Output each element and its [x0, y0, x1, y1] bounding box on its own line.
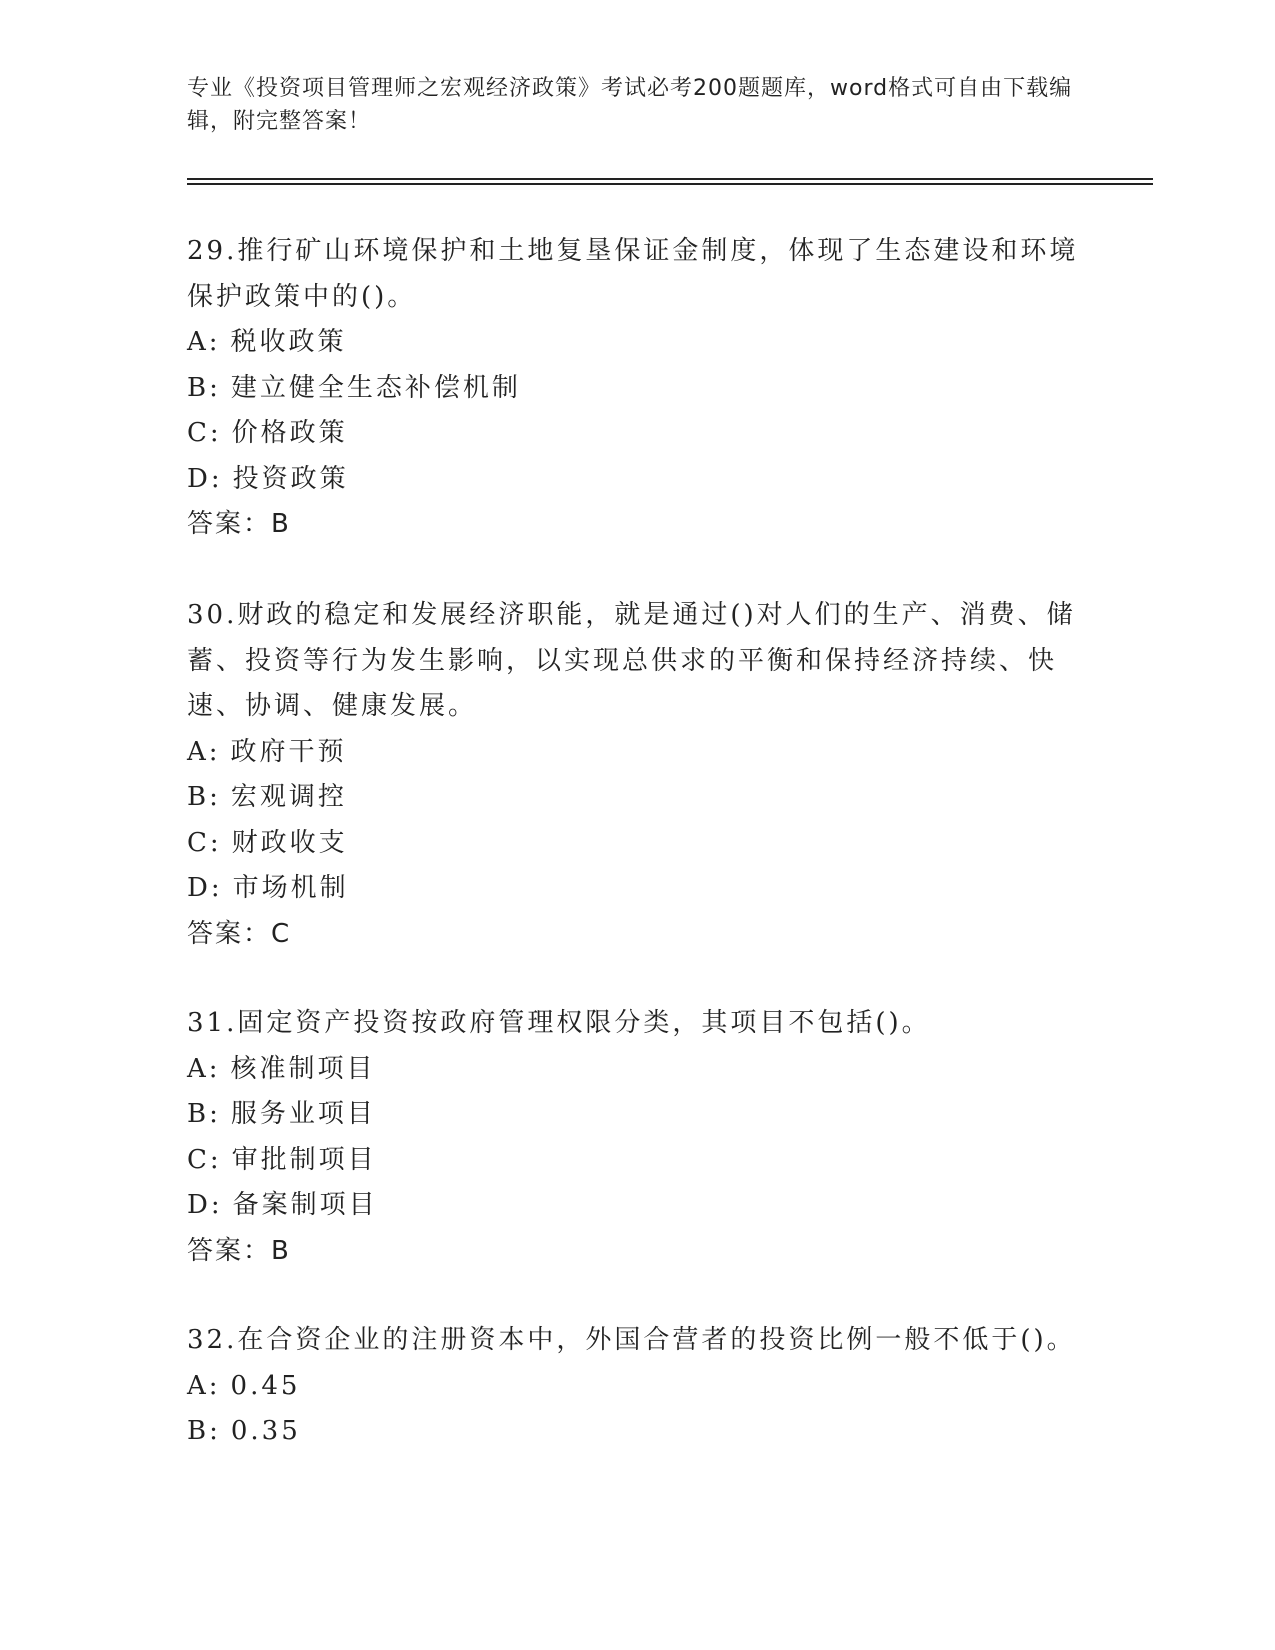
option-d: [187, 457, 1087, 503]
option-a: [187, 1047, 1087, 1093]
option-text: 0.45: [230, 1370, 301, 1401]
question-32: [187, 1318, 1087, 1455]
question-31: [187, 1001, 1087, 1274]
question-text: 31.固定资产投资按政府管理权限分类，其项目不包括()。: [187, 1008, 931, 1038]
option-letter: D:: [187, 873, 223, 903]
option-c: [187, 1138, 1087, 1184]
option-b: [187, 1092, 1087, 1138]
option-text: 市场机制: [232, 873, 349, 903]
option-c: [187, 821, 1087, 867]
option-text: 政府干预: [230, 736, 347, 767]
option-d: [187, 1183, 1087, 1229]
option-c: [187, 411, 1087, 457]
answer-line: 答案：B: [187, 1235, 291, 1266]
document-header: 专业《投资项目管理师之宏观经济政策》考试必考200题题库，word格式可自由下载编辑，附完整答案！: [187, 76, 1073, 134]
option-text: 财政收支: [231, 827, 348, 858]
option-letter: C:: [187, 418, 222, 448]
header-divider-top: [187, 178, 1153, 180]
option-text: 宏观调控: [230, 782, 347, 812]
option-text: 0.35: [230, 1416, 301, 1446]
option-text: 税收政策: [230, 327, 347, 357]
option-a: [187, 1364, 1087, 1410]
option-letter: A:: [187, 327, 221, 357]
option-text: 核准制项目: [230, 1053, 376, 1084]
option-b: [187, 366, 1087, 412]
option-text: 服务业项目: [230, 1099, 376, 1129]
question-30: [187, 593, 1087, 957]
option-letter: C:: [187, 827, 222, 858]
question-29: [187, 229, 1087, 548]
option-letter: A:: [187, 1053, 221, 1084]
option-d: [187, 866, 1087, 912]
option-text: 投资政策: [232, 463, 349, 494]
option-letter: B:: [187, 1099, 221, 1129]
option-letter: B:: [187, 1416, 221, 1446]
question-text: 29.推行矿山环境保护和土地复垦保证金制度，体现了生态建设和环境保护政策中的()。: [187, 236, 1079, 312]
option-a: [187, 730, 1087, 776]
option-b: [187, 1409, 1087, 1455]
answer-line: 答案：B: [187, 509, 291, 539]
option-letter: D:: [187, 463, 223, 494]
option-letter: A:: [187, 1370, 221, 1401]
option-text: 审批制项目: [231, 1144, 377, 1175]
question-text: 30.财政的稳定和发展经济职能，就是通过()对人们的生产、消费、储蓄、投资等行为发生影响，以实现总供求的平衡和保持经济持续、快速、协调、健康发展。: [187, 600, 1076, 721]
option-letter: A:: [187, 736, 221, 767]
option-text: 价格政策: [231, 418, 348, 448]
option-text: 建立健全生态补偿机制: [230, 372, 521, 403]
option-letter: B:: [187, 372, 221, 403]
option-letter: D:: [187, 1190, 223, 1220]
option-letter: C:: [187, 1144, 222, 1175]
answer-line: 答案：C: [187, 918, 292, 949]
option-a: [187, 320, 1087, 366]
option-text: 备案制项目: [232, 1190, 378, 1220]
question-text: 32.在合资企业的注册资本中，外国合营者的投资比例一般不低于()。: [187, 1325, 1076, 1355]
option-letter: B:: [187, 782, 221, 812]
header-divider-bottom: [187, 183, 1153, 185]
option-b: [187, 775, 1087, 821]
